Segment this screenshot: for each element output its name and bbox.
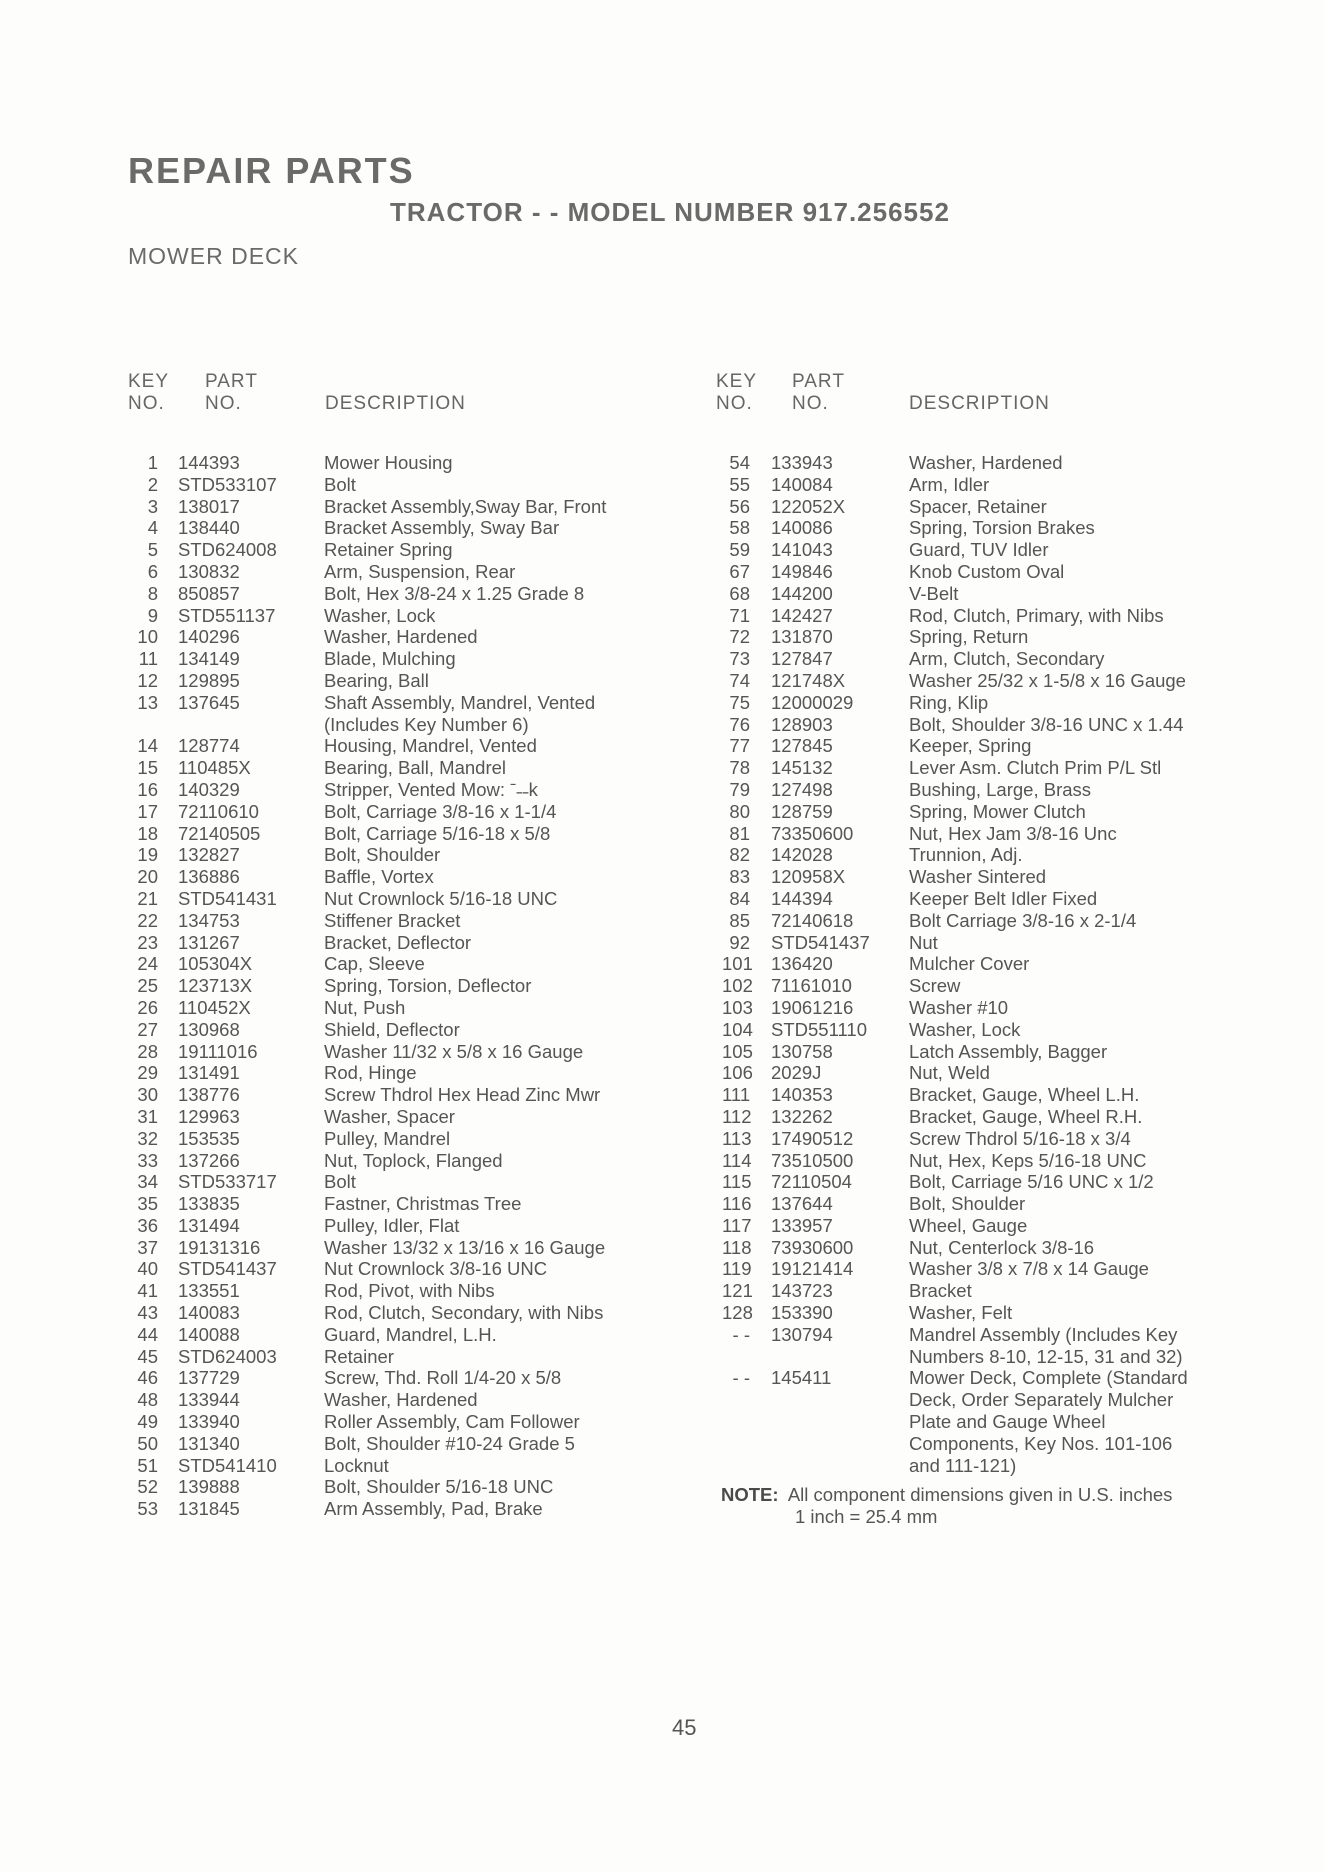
part-description: Rod, Hinge	[324, 1062, 417, 1084]
part-description: Bolt	[324, 1171, 356, 1193]
part-no: 132262	[771, 1105, 833, 1127]
part-no: 140296	[178, 626, 240, 648]
part-no: 131267	[178, 931, 240, 953]
key-no: 5	[147, 539, 158, 561]
key-no: 73	[729, 648, 750, 670]
key-header-line2: NO.	[128, 393, 165, 414]
part-description: Mulcher Cover	[909, 953, 1030, 975]
part-description: Arm, Clutch, Secondary	[909, 648, 1105, 670]
key-no: 37	[137, 1236, 158, 1258]
part-no: 128903	[771, 713, 833, 735]
key-no: 128	[722, 1302, 753, 1324]
key-no: 21	[137, 887, 158, 909]
part-no: 73350600	[771, 822, 854, 844]
part-description: Nut Crownlock 5/16-18 UNC	[324, 887, 558, 909]
key-no: 106	[722, 1062, 753, 1084]
part-no: 110452X	[178, 996, 251, 1018]
part-header-line2: NO.	[205, 393, 242, 414]
key-no: 75	[729, 691, 750, 713]
key-no: 51	[137, 1454, 158, 1476]
key-no: 58	[729, 517, 750, 539]
part-no: 130832	[178, 560, 240, 582]
part-description: Washer 25/32 x 1-5/8 x 16 Gauge	[909, 669, 1186, 691]
part-no: 153390	[771, 1302, 833, 1324]
part-no: 145411	[771, 1367, 832, 1389]
part-no: 138776	[178, 1084, 240, 1106]
part-header-line1: PART	[205, 371, 258, 392]
key-no: 50	[137, 1432, 158, 1454]
key-no: 116	[722, 1193, 752, 1215]
part-no: 120958X	[771, 866, 846, 888]
part-no: 143723	[771, 1280, 833, 1302]
key-no: 78	[729, 757, 750, 779]
part-no: 19121414	[771, 1258, 854, 1280]
key-no: 6	[147, 560, 158, 582]
part-description: Washer, Hardened	[324, 626, 478, 648]
part-no: 131340	[178, 1432, 240, 1454]
part-no: 122052X	[771, 495, 846, 517]
part-description: Shaft Assembly, Mandrel, Vented	[324, 691, 596, 713]
key-no: 31	[137, 1105, 158, 1127]
key-no: 113	[722, 1127, 752, 1149]
key-no: 4	[147, 517, 158, 539]
key-no: 18	[137, 822, 158, 844]
part-description: Washer, Spacer	[324, 1105, 455, 1127]
part-description: Pulley, Mandrel	[324, 1127, 451, 1149]
key-no: 32	[137, 1127, 158, 1149]
part-description: (Includes Key Number 6)	[324, 713, 529, 735]
part-description: Bolt, Shoulder #10-24 Grade 5	[324, 1432, 575, 1454]
part-description: Bolt, Shoulder	[909, 1193, 1026, 1215]
part-no: 140086	[771, 517, 833, 539]
part-no: 73930600	[771, 1236, 854, 1258]
part-no: STD551137	[178, 604, 276, 626]
part-no: 72110504	[771, 1171, 852, 1193]
part-description: Keeper Belt Idler Fixed	[909, 887, 1098, 909]
part-no: 137644	[771, 1193, 833, 1215]
part-no: STD541431	[178, 887, 277, 909]
part-description: Bracket Assembly,Sway Bar, Front	[324, 495, 607, 517]
part-description: Washer, Felt	[909, 1302, 1013, 1324]
part-description: Guard, TUV Idler	[909, 539, 1049, 561]
part-no: 12000029	[771, 691, 854, 713]
part-no: 19061216	[771, 996, 854, 1018]
part-no: STD533107	[178, 473, 277, 495]
note-line1: All component dimensions given in U.S. inches	[787, 1484, 1173, 1505]
key-no: 112	[722, 1105, 752, 1127]
key-no: 12	[137, 669, 158, 691]
part-no: 139888	[178, 1476, 240, 1498]
part-no: 123713X	[178, 975, 253, 997]
part-no: 133957	[771, 1214, 833, 1236]
key-no: 85	[729, 909, 750, 931]
part-no: STD533717	[178, 1171, 277, 1193]
part-description: Stripper, Vented Mow: ˉ˗˗k	[324, 778, 538, 800]
key-no: 76	[729, 713, 750, 735]
part-no: 149846	[771, 560, 833, 582]
part-description: Spring, Torsion Brakes	[909, 517, 1095, 539]
part-no: 127847	[771, 648, 833, 670]
part-no: 133551	[178, 1280, 240, 1302]
dimension-note	[721, 1484, 1173, 1527]
part-no: 137729	[178, 1367, 240, 1389]
part-description: Pulley, Idler, Flat	[324, 1214, 460, 1236]
part-description: Arm, Suspension, Rear	[324, 560, 516, 582]
part-no: 142427	[771, 604, 833, 626]
part-description: Bushing, Large, Brass	[909, 778, 1092, 800]
part-no: 133835	[178, 1193, 240, 1215]
key-no: 82	[729, 844, 750, 866]
part-description: Bolt, Shoulder 5/16-18 UNC	[324, 1476, 554, 1498]
part-description: Arm Assembly, Pad, Brake	[324, 1498, 543, 1520]
part-no: 134149	[178, 648, 240, 670]
part-description: Washer, Lock	[324, 604, 436, 626]
part-description: Washer, Hardened	[909, 452, 1063, 473]
key-no: 20	[137, 866, 158, 888]
key-no: 80	[729, 800, 750, 822]
part-description: Bearing, Ball	[324, 669, 429, 691]
key-no: 15	[137, 757, 158, 779]
part-description: Arm, Idler	[909, 473, 990, 495]
key-no: 71	[729, 604, 750, 626]
part-description: Latch Assembly, Bagger	[909, 1040, 1108, 1062]
part-description: Bolt, Carriage 5/16-18 x 5/8	[324, 822, 551, 844]
key-no: - -	[732, 1323, 750, 1345]
part-description: Plate and Gauge Wheel	[909, 1411, 1106, 1433]
key-no: 117	[722, 1214, 752, 1236]
key-no: 53	[137, 1498, 158, 1520]
key-no: 46	[137, 1367, 158, 1389]
part-no: 72140618	[771, 909, 854, 931]
part-description: Deck, Order Separately Mulcher	[909, 1389, 1174, 1411]
part-description: Rod, Clutch, Primary, with Nibs	[909, 604, 1164, 626]
key-no: 103	[722, 996, 753, 1018]
part-no: 133943	[771, 452, 833, 473]
part-description: Numbers 8-10, 12-15, 31 and 32)	[909, 1345, 1183, 1367]
part-no: 128774	[178, 735, 240, 757]
part-description: Stiffener Bracket	[324, 909, 461, 931]
key-no-header-right	[716, 371, 757, 415]
part-no: 137266	[178, 1149, 240, 1171]
part-no: 72110610	[178, 800, 259, 822]
part-no: 138017	[178, 495, 240, 517]
key-no: 79	[729, 778, 750, 800]
key-no: 28	[137, 1040, 158, 1062]
key-no: 43	[137, 1302, 158, 1324]
part-no: 128759	[771, 800, 833, 822]
key-no: 27	[137, 1018, 158, 1040]
part-description: Roller Assembly, Cam Follower	[324, 1411, 580, 1433]
part-no: 130968	[178, 1018, 240, 1040]
key-no: 81	[729, 822, 750, 844]
part-no: 144394	[771, 887, 833, 909]
part-no: 73510500	[771, 1149, 854, 1171]
part-no: 131491	[178, 1062, 240, 1084]
key-no: 3	[147, 495, 158, 517]
part-no: 136886	[178, 866, 240, 888]
part-description: Screw Thdrol 5/16-18 x 3/4	[909, 1127, 1131, 1149]
description-header-right: DESCRIPTION	[909, 393, 1050, 414]
section-title: MOWER DECK	[128, 243, 299, 269]
part-description: Screw Thdrol Hex Head Zinc Mwr	[324, 1084, 601, 1106]
key-no: 101	[722, 953, 753, 975]
key-no: 68	[729, 582, 750, 604]
part-no: 110485X	[178, 757, 251, 779]
part-no: 140329	[178, 778, 240, 800]
part-description: Bolt, Carriage 3/8-16 x 1-1/4	[324, 800, 557, 822]
key-no: 1	[147, 452, 158, 473]
part-description: Washer Sintered	[909, 866, 1047, 888]
part-no: STD624003	[178, 1345, 277, 1367]
part-description: Bolt, Carriage 5/16 UNC x 1/2	[909, 1171, 1154, 1193]
key-no: 55	[729, 473, 750, 495]
part-no: 140088	[178, 1323, 240, 1345]
part-description: Bolt, Hex 3/8-24 x 1.25 Grade 8	[324, 582, 585, 604]
part-description: Retainer	[324, 1345, 394, 1367]
part-description: Housing, Mandrel, Vented	[324, 735, 537, 757]
part-no: 127498	[771, 778, 833, 800]
part-description: Nut, Push	[324, 996, 406, 1018]
key-no: 83	[729, 866, 750, 888]
part-no: 153535	[178, 1127, 240, 1149]
part-description: Wheel, Gauge	[909, 1214, 1028, 1236]
part-description: Mower Deck, Complete (Standard	[909, 1367, 1188, 1389]
part-description: V-Belt	[909, 582, 959, 604]
key-no: 29	[137, 1062, 158, 1084]
part-no: STD551110	[771, 1018, 867, 1040]
part-description: Bracket Assembly, Sway Bar	[324, 517, 560, 539]
part-description: Spring, Return	[909, 626, 1029, 648]
key-header-line1: KEY	[128, 371, 170, 392]
part-no: 142028	[771, 844, 833, 866]
key-no: 41	[137, 1280, 158, 1302]
part-no: 130794	[771, 1323, 833, 1345]
part-description: Mower Housing	[324, 452, 453, 473]
part-description: Locknut	[324, 1454, 389, 1476]
key-no: 36	[137, 1214, 158, 1236]
key-no: 92	[729, 931, 750, 953]
part-description: Bracket, Deflector	[324, 931, 472, 953]
part-no: 140084	[771, 473, 833, 495]
part-description: Nut Crownlock 3/8-16 UNC	[324, 1258, 548, 1280]
key-no: 74	[729, 669, 750, 691]
part-description: Bracket, Gauge, Wheel L.H.	[909, 1084, 1140, 1106]
part-description: Trunnion, Adj.	[909, 844, 1023, 866]
key-no: 119	[722, 1258, 752, 1280]
part-no: 131845	[178, 1498, 240, 1520]
part-no: 127845	[771, 735, 833, 757]
key-no: 26	[137, 996, 158, 1018]
part-no: STD541437	[771, 931, 870, 953]
key-no: 67	[729, 560, 750, 582]
part-no: STD541437	[178, 1258, 277, 1280]
model-title: TRACTOR - - MODEL NUMBER 917.256552	[390, 197, 950, 227]
key-no: 72	[729, 626, 750, 648]
key-no: 40	[137, 1258, 158, 1280]
note-line2: 1 inch = 25.4 mm	[795, 1505, 938, 1527]
part-description: Washer 11/32 x 5/8 x 16 Gauge	[324, 1040, 584, 1062]
key-no: 22	[137, 909, 158, 931]
part-description: Baffle, Vortex	[324, 866, 434, 888]
part-description: and 111-121)	[909, 1454, 1017, 1476]
key-no: 114	[722, 1149, 752, 1171]
part-no: 131494	[178, 1214, 240, 1236]
part-description: Washer #10	[909, 996, 1009, 1018]
key-no: 34	[137, 1171, 158, 1193]
part-description: Nut, Centerlock 3/8-16	[909, 1236, 1095, 1258]
part-description: Spring, Mower Clutch	[909, 800, 1086, 822]
part-description: Washer, Hardened	[324, 1389, 478, 1411]
part-no-header-right	[792, 371, 845, 415]
part-no: 121748X	[771, 669, 846, 691]
part-no: 137645	[178, 691, 240, 713]
key-no: 115	[722, 1171, 752, 1193]
key-no: 102	[722, 975, 753, 997]
key-no: 105	[722, 1040, 753, 1062]
key-no: 17	[137, 800, 158, 822]
part-description: Bearing, Ball, Mandrel	[324, 757, 507, 779]
part-description: Spacer, Retainer	[909, 495, 1047, 517]
key-no: 33	[137, 1149, 158, 1171]
part-no: 136420	[771, 953, 833, 975]
key-no: 59	[729, 539, 750, 561]
part-no: STD541410	[178, 1454, 277, 1476]
part-description: Spring, Torsion, Deflector	[324, 975, 532, 997]
part-description: Cap, Sleeve	[324, 953, 425, 975]
key-no: 19	[137, 844, 158, 866]
part-no: 129963	[178, 1105, 240, 1127]
key-no: 14	[137, 735, 158, 757]
part-description: Blade, Mulching	[324, 648, 456, 670]
key-no: 52	[137, 1476, 158, 1498]
part-description: Nut, Toplock, Flanged	[324, 1149, 503, 1171]
part-description: Components, Key Nos. 101-106	[909, 1432, 1173, 1454]
key-no: 77	[729, 735, 750, 757]
key-header-line1: KEY	[716, 371, 758, 392]
part-description: Washer, Lock	[909, 1018, 1021, 1040]
page-title: REPAIR PARTS	[128, 150, 415, 191]
part-no: 129895	[178, 669, 240, 691]
part-description: Bracket, Gauge, Wheel R.H.	[909, 1105, 1143, 1127]
part-no: 19131316	[178, 1236, 261, 1258]
key-no: 9	[147, 604, 158, 626]
part-no: 141043	[771, 539, 833, 561]
part-no-header-left	[205, 371, 258, 415]
part-no: 17490512	[771, 1127, 854, 1149]
key-no: 49	[137, 1411, 158, 1433]
key-no: 121	[722, 1280, 753, 1302]
part-no: 132827	[178, 844, 240, 866]
part-description: Rod, Clutch, Secondary, with Nibs	[324, 1302, 604, 1324]
key-no: - -	[732, 1367, 750, 1389]
part-description: Bracket	[909, 1280, 972, 1302]
part-description: Nut	[909, 931, 938, 953]
part-description: Nut, Hex, Keps 5/16-18 UNC	[909, 1149, 1147, 1171]
part-description: Lever Asm. Clutch Prim P/L Stl	[909, 757, 1162, 779]
key-no: 13	[137, 691, 158, 713]
part-no: 138440	[178, 517, 240, 539]
key-no: 25	[137, 975, 158, 997]
part-description: Bolt	[324, 473, 356, 495]
part-no: 140353	[771, 1084, 833, 1106]
part-no: 145132	[771, 757, 833, 779]
part-no: 131870	[771, 626, 833, 648]
key-no: 48	[137, 1389, 158, 1411]
part-description: Washer 3/8 x 7/8 x 14 Gauge	[909, 1258, 1149, 1280]
part-description: Rod, Pivot, with Nibs	[324, 1280, 495, 1302]
key-no-header-left	[128, 371, 169, 415]
part-no: 133944	[178, 1389, 240, 1411]
part-header-line2: NO.	[792, 393, 829, 414]
key-no: 8	[147, 582, 158, 604]
key-no: 10	[137, 626, 158, 648]
part-description: Nut, Hex Jam 3/8-16 Unc	[909, 822, 1117, 844]
part-description: Bolt Carriage 3/8-16 x 2-1/4	[909, 909, 1137, 931]
part-description: Retainer Spring	[324, 539, 453, 561]
part-no: 144200	[771, 582, 833, 604]
part-no: 19111016	[178, 1040, 258, 1062]
key-no: 118	[722, 1236, 752, 1258]
part-no: 144393	[178, 452, 240, 473]
part-no: 105304X	[178, 953, 253, 975]
part-description: Washer 13/32 x 13/16 x 16 Gauge	[324, 1236, 606, 1258]
part-description: Guard, Mandrel, L.H.	[324, 1323, 497, 1345]
key-no: 54	[729, 452, 750, 473]
part-no: 130758	[771, 1040, 833, 1062]
key-no: 23	[137, 931, 158, 953]
part-description: Bolt, Shoulder 3/8-16 UNC x 1.44	[909, 713, 1184, 735]
part-no: 72140505	[178, 822, 261, 844]
part-description: Screw, Thd. Roll 1/4-20 x 5/8	[324, 1367, 562, 1389]
key-no: 111	[722, 1084, 751, 1106]
part-description: Knob Custom Oval	[909, 560, 1065, 582]
key-no: 35	[137, 1193, 158, 1215]
part-description: Screw	[909, 975, 961, 997]
key-no: 16	[137, 778, 158, 800]
part-description: Fastner, Christmas Tree	[324, 1193, 522, 1215]
part-no: STD624008	[178, 539, 277, 561]
part-description: Shield, Deflector	[324, 1018, 460, 1040]
key-no: 45	[137, 1345, 158, 1367]
part-no: 133940	[178, 1411, 240, 1433]
part-header-line1: PART	[792, 371, 845, 392]
key-no: 56	[729, 495, 750, 517]
key-no: 44	[137, 1323, 158, 1345]
part-no: 134753	[178, 909, 240, 931]
part-description: Bolt, Shoulder	[324, 844, 441, 866]
key-no: 24	[137, 953, 158, 975]
part-no: 850857	[178, 582, 240, 604]
part-description: Keeper, Spring	[909, 735, 1032, 757]
part-no: 140083	[178, 1302, 240, 1324]
key-no: 2	[147, 473, 158, 495]
key-no: 104	[722, 1018, 753, 1040]
note-label: NOTE:	[721, 1484, 779, 1505]
part-no: 71161010	[771, 975, 852, 997]
part-description: Mandrel Assembly (Includes Key	[909, 1323, 1178, 1345]
key-no: 30	[137, 1084, 158, 1106]
page-number: 45	[672, 1715, 697, 1740]
key-no: 11	[138, 648, 158, 670]
part-no: 2029J	[771, 1062, 822, 1084]
description-header-left: DESCRIPTION	[325, 393, 466, 414]
key-no: 84	[729, 887, 750, 909]
part-description: Ring, Klip	[909, 691, 989, 713]
key-header-line2: NO.	[716, 393, 753, 414]
part-description: Nut, Weld	[909, 1062, 990, 1084]
